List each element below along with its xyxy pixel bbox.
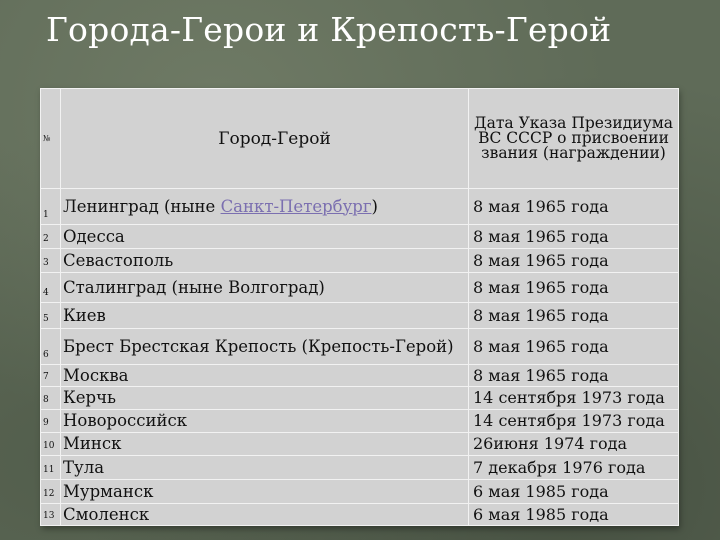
table-row xyxy=(41,480,679,504)
row-date: 26июня 1974 года xyxy=(469,433,679,456)
row-date: 14 сентября 1973 года xyxy=(469,410,679,433)
row-number: 7 xyxy=(41,365,61,387)
row-city: Киев xyxy=(61,303,469,329)
table-row xyxy=(41,433,679,456)
row-date: 14 сентября 1973 года xyxy=(469,387,679,410)
row-city: Керчь xyxy=(61,387,469,410)
row-date: 8 мая 1965 года xyxy=(469,189,679,225)
table-row xyxy=(41,225,679,249)
row-date: 8 мая 1965 года xyxy=(469,249,679,273)
row-number: 4 xyxy=(41,273,61,303)
row-date: 8 мая 1965 года xyxy=(469,303,679,329)
slide-title: Города-Герои и Крепость-Герой xyxy=(46,10,612,49)
row-city: Одесса xyxy=(61,225,469,249)
row-number: 9 xyxy=(41,410,61,433)
row-number: 12 xyxy=(41,480,61,504)
table-header-row xyxy=(41,89,679,189)
row-number: 11 xyxy=(41,456,61,480)
table-row xyxy=(41,456,679,480)
header-date: Дата Указа Президиума ВС СССР о присвоении звания (награждении) xyxy=(469,89,679,189)
row-city: Минск xyxy=(61,433,469,456)
row-date: 7 декабря 1976 года xyxy=(469,456,679,480)
header-number: № xyxy=(41,89,61,189)
row-number: 10 xyxy=(41,433,61,456)
city-text-suffix: ) xyxy=(371,196,378,216)
row-city: Москва xyxy=(61,365,469,387)
table-row xyxy=(41,303,679,329)
table-row xyxy=(41,387,679,410)
hero-cities-table xyxy=(40,88,679,526)
row-number: 1 xyxy=(41,189,61,225)
row-date: 6 мая 1985 года xyxy=(469,480,679,504)
row-city: Севастополь xyxy=(61,249,469,273)
row-city: Тула xyxy=(61,456,469,480)
row-number: 2 xyxy=(41,225,61,249)
row-number: 6 xyxy=(41,329,61,365)
row-date: 6 мая 1985 года xyxy=(469,504,679,526)
header-city: Город-Герой xyxy=(61,89,469,189)
row-city: Сталинград (ныне Волгоград) xyxy=(61,273,469,303)
row-date: 8 мая 1965 года xyxy=(469,329,679,365)
table-row xyxy=(41,504,679,526)
row-city: Брест Брестская Крепость (Крепость-Герой) xyxy=(61,329,469,365)
row-date: 8 мая 1965 года xyxy=(469,225,679,249)
row-city xyxy=(61,189,469,225)
city-text: Ленинград (ныне xyxy=(63,196,221,216)
hero-cities-table-panel xyxy=(40,88,678,526)
row-city: Мурманск xyxy=(61,480,469,504)
city-link-saint-petersburg[interactable]: Санкт-Петербург xyxy=(220,196,372,216)
row-number: 3 xyxy=(41,249,61,273)
row-number: 8 xyxy=(41,387,61,410)
row-number: 5 xyxy=(41,303,61,329)
row-date: 8 мая 1965 года xyxy=(469,365,679,387)
table-row xyxy=(41,249,679,273)
row-city: Новороссийск xyxy=(61,410,469,433)
row-date: 8 мая 1965 года xyxy=(469,273,679,303)
table-row xyxy=(41,365,679,387)
row-number: 13 xyxy=(41,504,61,526)
table-row xyxy=(41,189,679,225)
table-row xyxy=(41,410,679,433)
table-row xyxy=(41,273,679,303)
row-city: Смоленск xyxy=(61,504,469,526)
table-row xyxy=(41,329,679,365)
